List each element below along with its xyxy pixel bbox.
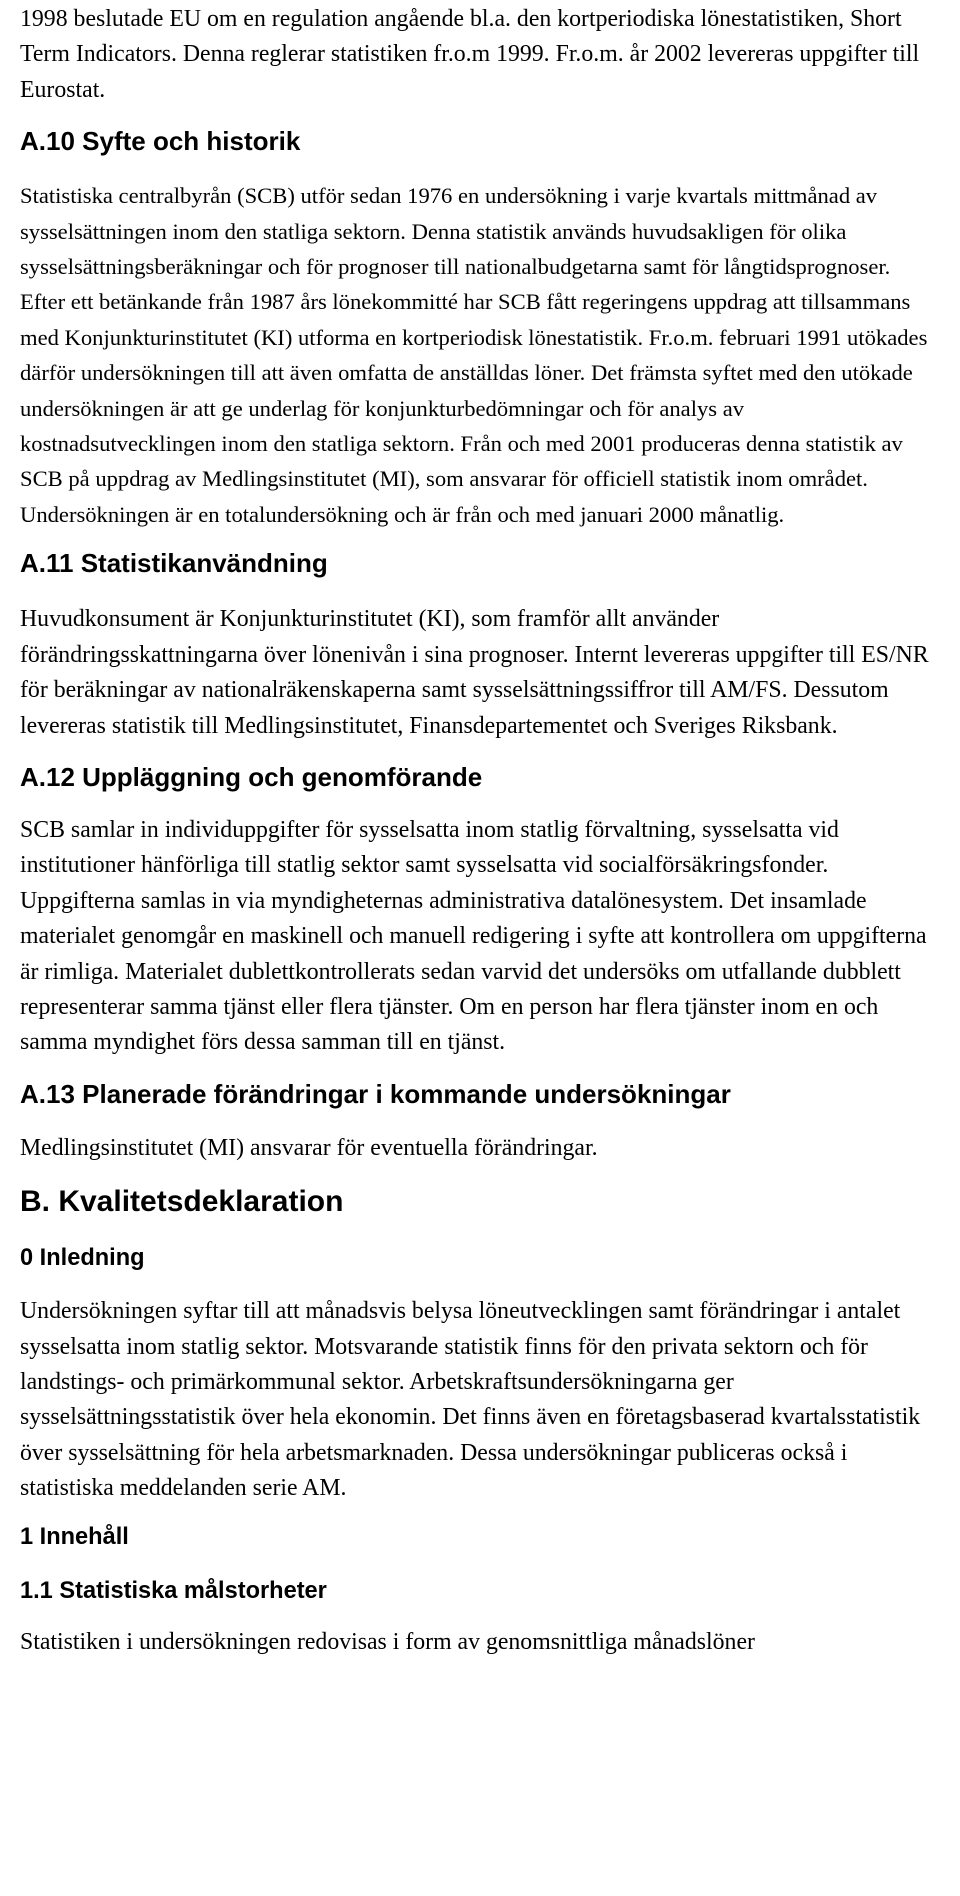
section-heading-a10: A.10 Syfte och historik xyxy=(20,126,301,157)
section-heading-a11: A.11 Statistikanvändning xyxy=(20,548,328,579)
section-body-a11: Huvudkonsument är Konjunkturinstitutet (KI), som framför allt använder förändringsskattningarna över lönenivån i sina prognoser. Internt levereras uppgifter till ES/NR för beräkningar av nationalräkenskaperna samt sysselsättningssiffror till AM/FS. Dessutom levereras statistik till Medlingsinstitutet, Finansdepartementet och Sveriges Riksbank. xyxy=(20,606,929,739)
section-body-a12: SCB samlar in individuppgifter för sysselsatta inom statlig förvaltning, sysselsatta vid institutioner hänförliga till statlig sektor samt sysselsatta vid socialförsäkringsfonder. Uppgifterna samlas in via myndigheternas administrativa datalönesystem. Det insamlade materialet genomgår en maskinell och manuell redigering i syfte att kontrollera om uppgifterna är rimliga. Materialet dublettkontrollerats sedan varvid det undersöks om utfallande dubblett representerar samma tjänst eller flera tjänster. Om en person har flera tjänster inom en och samma myndighet förs dessa samman till en tjänst. xyxy=(20,816,927,1056)
intro-paragraph: 1998 beslutade EU om en regulation angående bl.a. den kortperiodiska lönestatistiken, Short Term Indicators. Denna reglerar statistiken fr.o.m 1999. Fr.o.m. år 2002 levereras uppgifter till Eurostat. xyxy=(20,6,920,103)
section-heading-1: 1 Innehåll xyxy=(20,1523,129,1550)
section-body-1-1: Statistiken i undersökningen redovisas i form av genomsnittliga månadslöner xyxy=(20,1628,755,1655)
section-heading-1-1: 1.1 Statistiska målstorheter xyxy=(20,1577,327,1604)
chapter-heading-b: B. Kvalitetsdeklaration xyxy=(20,1185,344,1219)
section-heading-a12: A.12 Uppläggning och genomförande xyxy=(20,761,483,792)
section-heading-0: 0 Inledning xyxy=(20,1245,145,1272)
section-body-0: Undersökningen syftar till att månadsvis belysa löneutvecklingen samt förändringar i antalet sysselsatta inom statlig sektor. Motsvarande statistik finns för den privata sektorn och för landstings- och primärkommunal sektor. Arbetskraftsundersökningarna ger sysselsättningsstatistik över hela ekonomin. Det finns även en företagsbaserad kvartalsstatistik över sysselsättning för hela arbetsmarknaden. Dessa undersökningar publiceras också i statistiska meddelanden serie AM. xyxy=(20,1298,921,1502)
section-heading-a13: A.13 Planerade förändringar i kommande undersökningar xyxy=(20,1078,731,1109)
section-body-a13: Medlingsinstitutet (MI) ansvarar för eventuella förändringar. xyxy=(20,1134,598,1161)
section-body-a10: Statistiska centralbyrån (SCB) utför sedan 1976 en undersökning i varje kvartals mittmånad av sysselsättningen inom den statliga sektorn. Denna statistik används huvudsakligen för olika sysselsättningsberäkningar och för prognoser till nationalbudgetarna samt för långtidsprognoser. Efter ett betänkande från 1987 års lönekommitté har SCB fått regeringens uppdrag att tillsammans med Konjunkturinstitutet (KI) utforma en kortperiodisk lönestatistik. Fr.o.m. februari 1991 utökades därför undersökningen till att även omfatta de anställdas löner. Det främsta syftet med den utökade undersökningen är att ge underlag för konjunkturbedömningar och för analys av kostnadsutvecklingen inom den statliga sektorn. Från och med 2001 produceras denna statistik av SCB på uppdrag av Medlingsinstitutet (MI), som ansvarar för officiell statistik inom området. Undersökningen är en totalundersökning och är från och med januari 2000 månatlig. xyxy=(20,183,928,527)
